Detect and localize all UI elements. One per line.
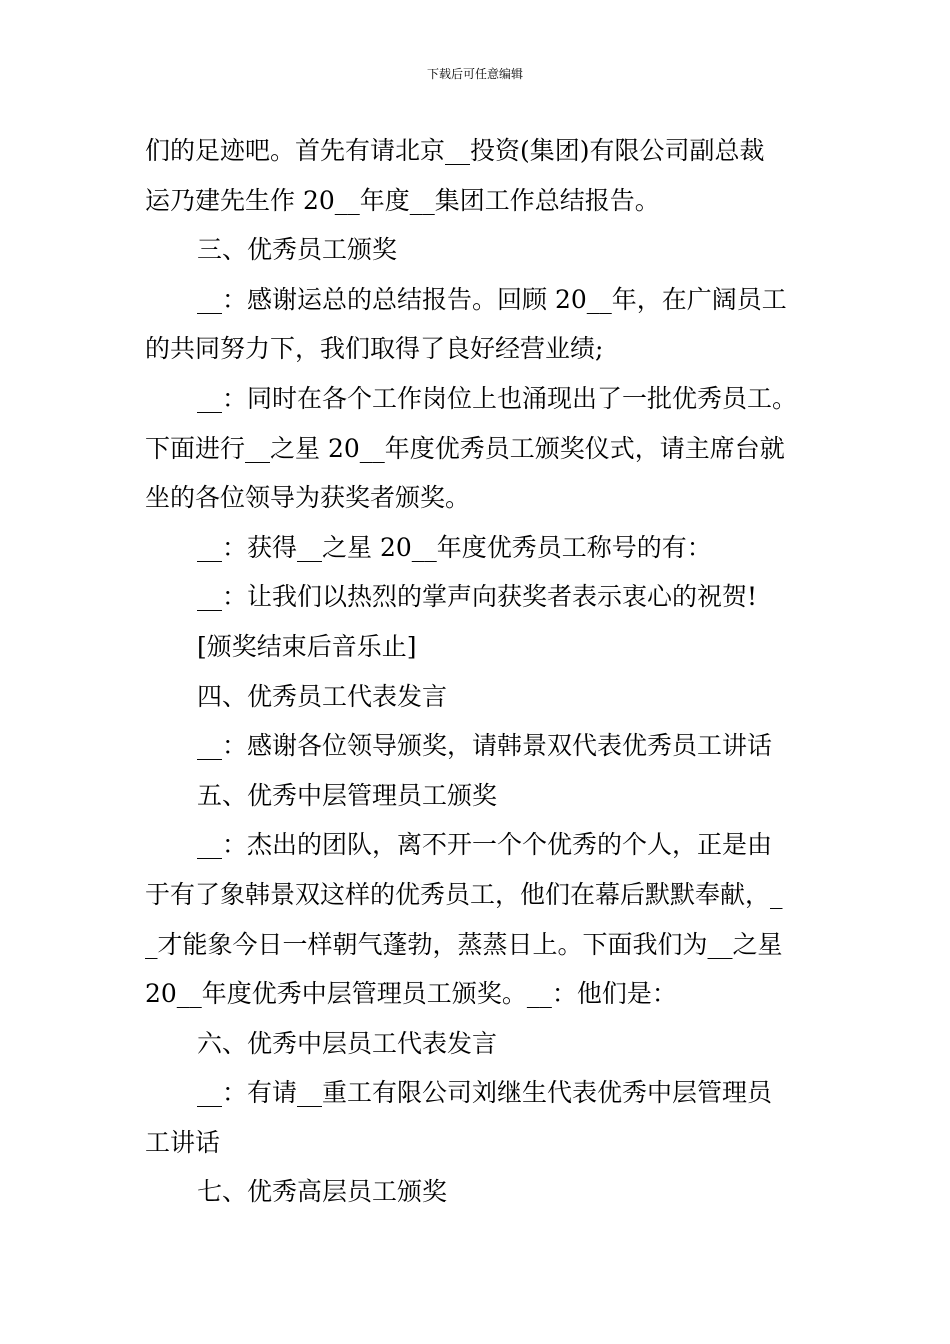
- section-heading: 六、优秀中层员工代表发言: [197, 1028, 498, 1058]
- text-line: __：同时在各个工作岗位上也涌现出了一批优秀员工。: [197, 383, 798, 413]
- text-line: 坐的各位领导为获奖者颁奖。: [145, 483, 471, 513]
- page-header-note: 下载后可任意编辑: [426, 67, 523, 81]
- section-heading: 五、优秀中层管理员工颁奖: [197, 780, 498, 810]
- text-line: 们的足迹吧。首先有请北京__投资(集团)有限公司副总裁: [145, 136, 765, 165]
- section-heading: 四、优秀员工代表发言: [197, 681, 448, 711]
- document-body: [145, 126, 815, 1217]
- section-heading: 三、优秀员工颁奖: [197, 235, 398, 265]
- text-line: 的共同努力下，我们取得了良好经营业绩;: [145, 334, 604, 364]
- text-line: 于有了象韩景双这样的优秀员工，他们在幕后默默奉献，_: [145, 879, 783, 909]
- text-line: 工讲话: [145, 1127, 221, 1157]
- text-line: __：获得__之星 20__年度优秀员工称号的有：: [197, 532, 712, 562]
- text-line: 20__年度优秀中层管理员工颁奖。__：他们是：: [145, 979, 677, 1009]
- stage-direction: [颁奖结束后音乐止]: [197, 631, 417, 661]
- text-line: __：有请__重工有限公司刘继生代表优秀中层管理员: [197, 1078, 773, 1108]
- text-line: __：感谢各位领导颁奖，请韩景双代表优秀员工讲话: [197, 731, 773, 761]
- text-line: 下面进行__之星 20__年度优秀员工颁奖仪式，请主席台就: [145, 433, 785, 463]
- section-heading: 七、优秀高层员工颁奖: [197, 1177, 448, 1207]
- text-line: 运乃建先生作 20__年度__集团工作总结报告。: [145, 185, 660, 215]
- text-line: _才能象今日一样朝气蓬勃，蒸蒸日上。下面我们为__之星: [145, 929, 783, 959]
- text-line: __：杰出的团队，离不开一个个优秀的个人，正是由: [197, 830, 773, 860]
- text-line: __：感谢运总的总结报告。回顾 20__年，在广阔员工: [197, 284, 787, 314]
- text-line: __：让我们以热烈的掌声向获奖者表示衷心的祝贺!: [197, 582, 758, 612]
